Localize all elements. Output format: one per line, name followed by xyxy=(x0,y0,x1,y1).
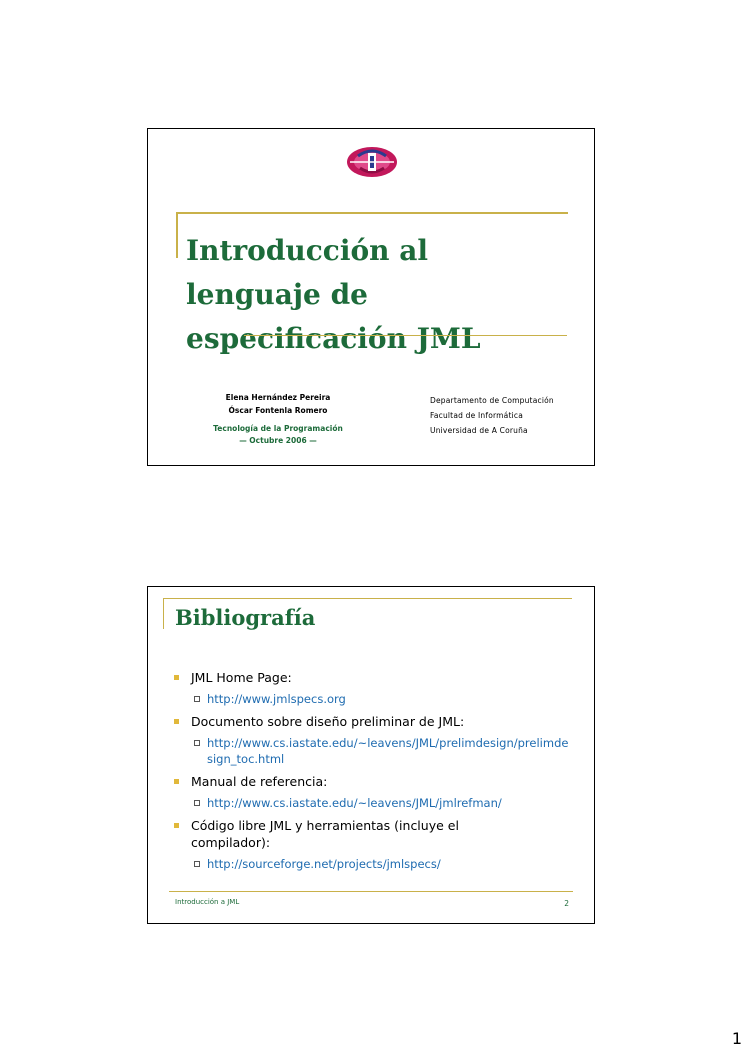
title-frame-top-line xyxy=(176,212,568,214)
affiliation-department: Departamento de Computación xyxy=(430,396,554,405)
list-item xyxy=(172,713,572,767)
list-item xyxy=(172,817,572,872)
square-bullet-icon xyxy=(174,675,179,680)
presentation-title: Introducción al lenguaje de especificación JML xyxy=(186,234,481,355)
slide-title: Bibliografía xyxy=(175,605,316,630)
item-link[interactable]: http://www.cs.iastate.edu/~leavens/JML/prelimdesign/prelimdesign_toc.html xyxy=(207,736,569,766)
title-slide xyxy=(147,128,595,466)
author-name: Óscar Fontenla Romero xyxy=(228,406,328,415)
title-underline xyxy=(244,335,567,336)
hollow-square-bullet-icon xyxy=(194,696,200,702)
item-link[interactable]: http://sourceforge.net/projects/jmlspecs/ xyxy=(207,857,441,871)
item-label: Manual de referencia: xyxy=(191,774,328,789)
course-name: Tecnología de la Programación xyxy=(213,424,343,433)
square-bullet-icon xyxy=(174,779,179,784)
title-frame-left-line xyxy=(176,212,178,258)
item-link[interactable]: http://www.jmlspecs.org xyxy=(207,692,346,706)
list-item xyxy=(172,669,572,707)
bibliography-slide xyxy=(147,586,595,924)
footer-divider xyxy=(169,891,573,892)
slide-footer: Introducción a JML xyxy=(175,898,240,906)
affiliation-faculty: Facultad de Informática xyxy=(430,411,524,420)
hollow-square-bullet-icon xyxy=(194,800,200,806)
university-crest-icon xyxy=(346,144,398,180)
slide-frame-top-line xyxy=(163,598,572,599)
hollow-square-bullet-icon xyxy=(194,861,200,867)
presentation-date: — Octubre 2006 — xyxy=(239,436,317,445)
slide-page-number: 2 xyxy=(564,899,569,908)
authors-block xyxy=(188,391,368,417)
hollow-square-bullet-icon xyxy=(194,740,200,746)
item-link[interactable]: http://www.cs.iastate.edu/~leavens/JML/jmlrefman/ xyxy=(207,796,502,810)
author-name: Elena Hernández Pereira xyxy=(225,393,331,402)
list-item xyxy=(172,773,572,811)
sheet-page-number: 1 xyxy=(731,1029,742,1048)
item-label: Código libre JML y herramientas (incluye el compilador): xyxy=(191,818,459,850)
course-block xyxy=(188,423,368,447)
affiliation-university: Universidad de A Coruña xyxy=(430,426,528,435)
affiliation-block xyxy=(430,393,554,438)
square-bullet-icon xyxy=(174,719,179,724)
slide-frame-left-line xyxy=(163,598,164,629)
square-bullet-icon xyxy=(174,823,179,828)
item-label: Documento sobre diseño preliminar de JML: xyxy=(191,714,465,729)
item-label: JML Home Page: xyxy=(191,670,292,685)
bibliography-list xyxy=(172,669,572,878)
